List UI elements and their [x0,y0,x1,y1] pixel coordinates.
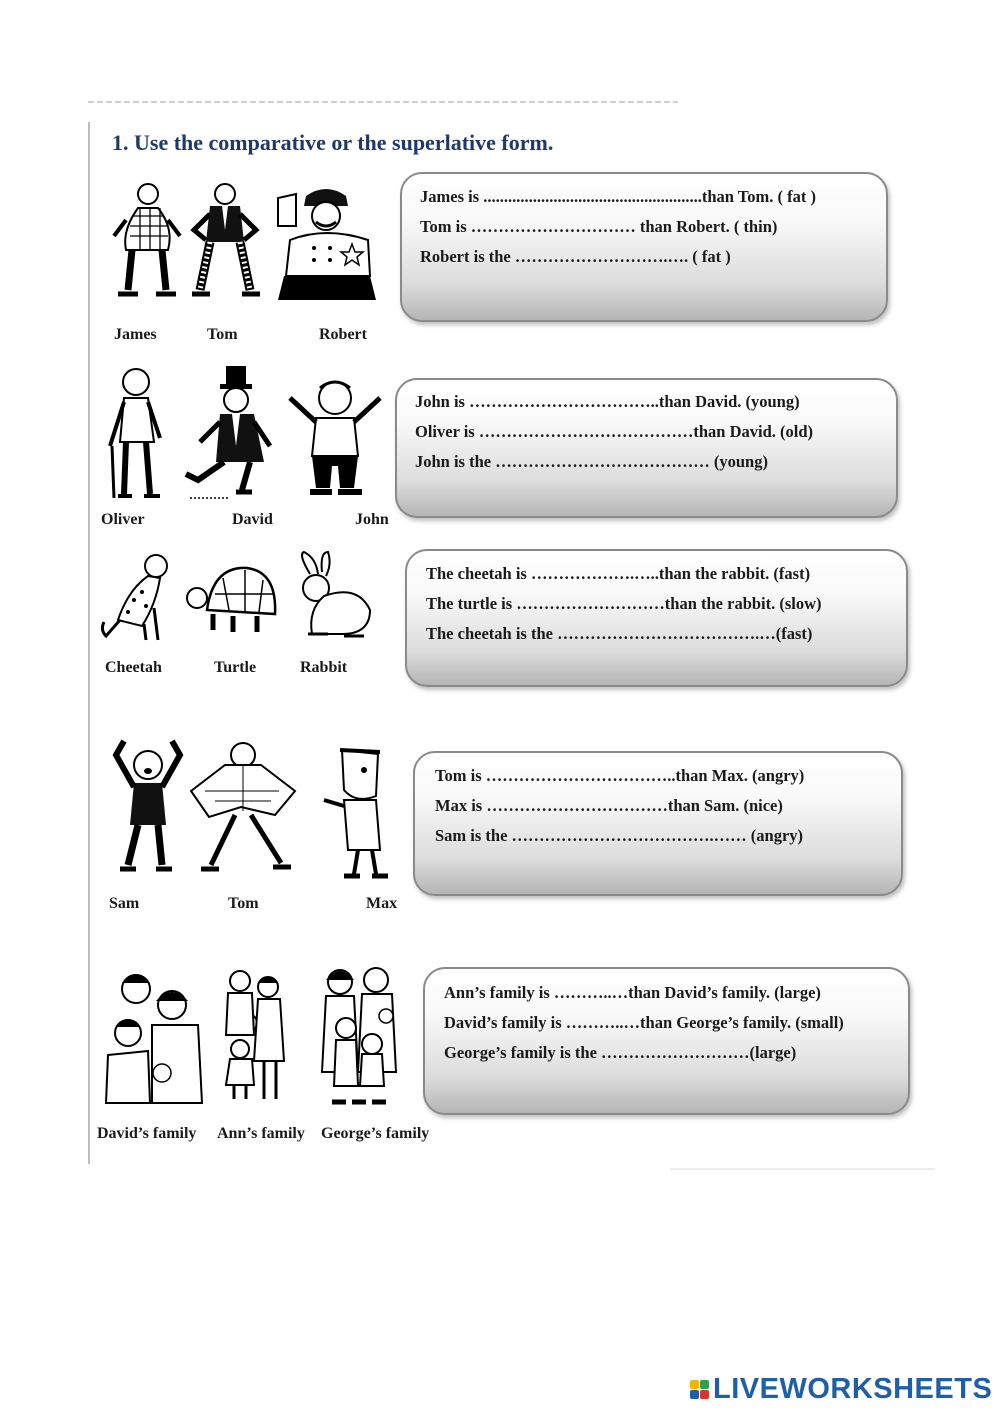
sentence-2-3: John is the ………………………………… (young) [415,452,768,471]
logo-text: LIVEWORKSHEETS [713,1372,993,1405]
label-john: John [355,511,389,528]
logo-square [700,1380,709,1389]
label-davids-family: David’s family [97,1125,197,1142]
sentence-3-3: The cheetah is the ……………………………….…(fast) [426,624,813,643]
bottom-rule [670,1168,935,1170]
tom-illustration [188,180,263,302]
logo-square [690,1390,699,1399]
sentence-5-3: George’s family is the ………………………(large) [444,1043,797,1062]
sentence-5-2: David’s family is ………..…than George’s family. (small) [444,1013,844,1032]
logo-square [690,1380,699,1389]
sentence-1-1: James is .....................................................than Tom. ( fat ) [420,187,817,206]
sentence-3-2: The turtle is ………………………than the rabbit. (slow) [426,594,822,613]
label-james: James [114,326,157,343]
turtle-illustration [183,560,283,638]
sentence-3-1: The cheetah is ……………….…..than the rabbit. (fast) [426,564,811,583]
sentence-1-2: Tom is ………………………… than Robert. ( thin) [420,217,778,236]
top-dashed-rule [88,101,678,103]
georges-family-illustration [312,962,404,1107]
tom-reading-illustration [185,735,300,875]
sentence-4-3: Sam is the ……………………………….…… (angry) [435,826,804,845]
sentence-4-2: Max is ……………………………than Sam. (nice) [435,796,783,815]
john-illustration [280,376,390,500]
liveworksheets-logo[interactable] [690,1372,992,1406]
sentence-5-1: Ann’s family is ………..…than David’s family. (large) [444,983,821,1002]
cheetah-illustration [98,550,178,644]
label-tom-2: Tom [228,895,259,912]
davids-family-illustration [98,965,208,1105]
sentence-4-1: Tom is ……………………………..than Max. (angry) [435,766,805,785]
label-rabbit: Rabbit [300,659,348,676]
label-cheetah: Cheetah [105,659,162,676]
max-illustration [318,740,396,880]
liveworksheets-logo-icon [690,1380,709,1399]
anns-family-illustration [212,965,292,1105]
sentence-2-1: John is ……………………………..than David. (young) [415,392,800,411]
sentence-2-2: Oliver is …………………………………than David. (old) [415,422,814,441]
exercise-title: 1. Use the comparative or the superlative form. [112,130,554,155]
label-turtle: Turtle [214,659,257,676]
label-tom: Tom [207,326,238,343]
label-max: Max [366,895,398,912]
label-robert: Robert [319,326,367,343]
sam-illustration [108,735,188,875]
oliver-illustration [100,362,172,502]
robert-illustration [270,180,382,302]
rabbit-illustration [288,550,376,644]
sentence-1-3: Robert is the ……………………….…. ( fat ) [420,247,731,266]
label-sam: Sam [109,895,140,912]
david-illustration [180,362,280,502]
label-david: David [232,511,273,528]
james-illustration [110,180,185,302]
logo-square [700,1390,709,1399]
left-border-rule [88,122,90,1164]
label-georges-family: George’s family [321,1125,430,1142]
label-oliver: Oliver [101,511,145,528]
label-anns-family: Ann’s family [217,1125,305,1142]
